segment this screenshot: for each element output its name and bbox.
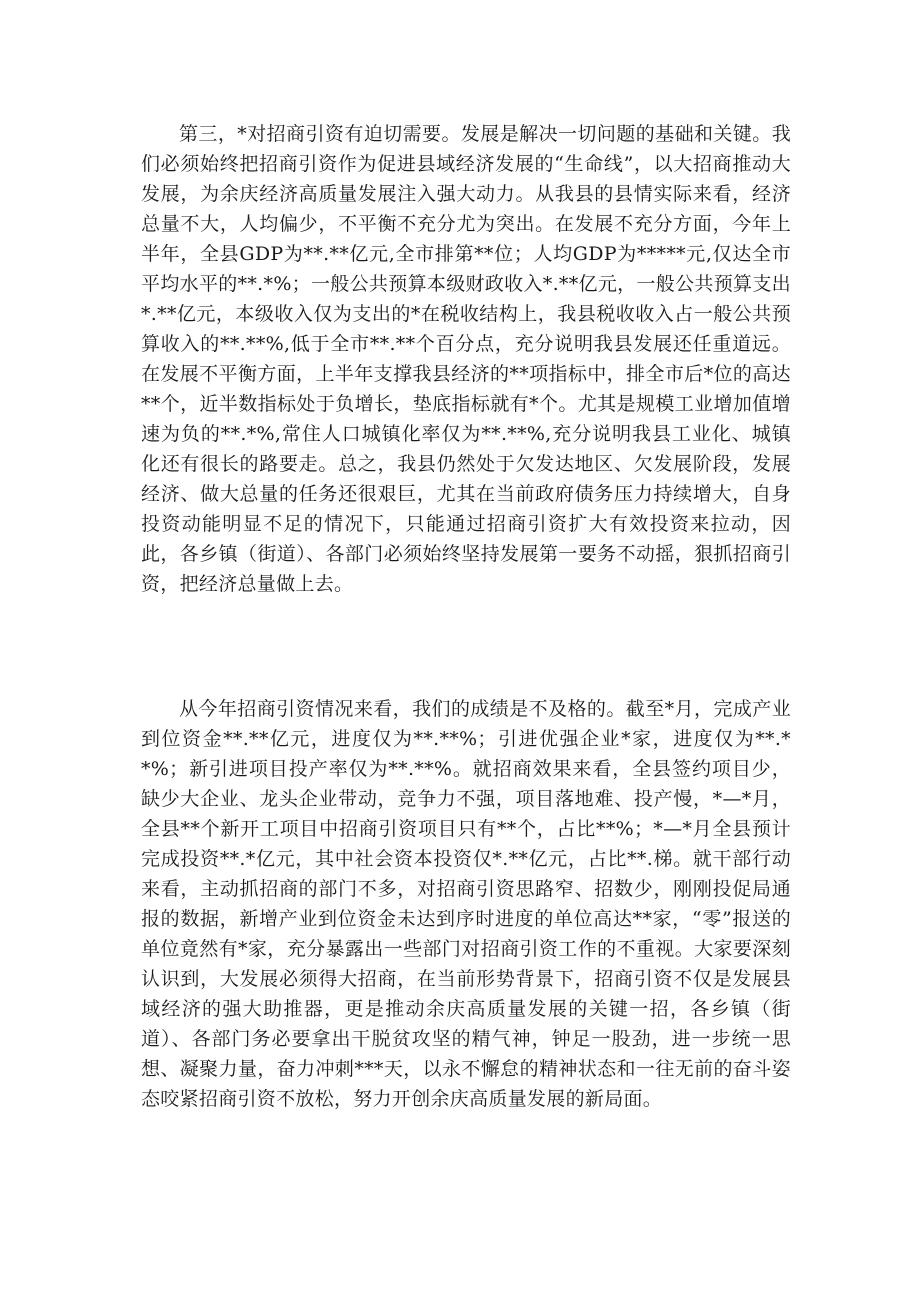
paragraph-investment-urgency: 第三，*对招商引资有迫切需要。发展是解决一切问题的基础和关键。我们必须始终把招商引资作为促进县域经济发展的“生命线”，以大招商推动大发展，为余庆经济高质量发展注入强大动力。从我县的县情实际来看，经济总量不大，人均偏少，不平衡不充分尤为突出。在发展不充分方面，今年上半年，全县GDP为**.**亿元,全市排第**位；人均GDP为*****元,仅达全市平均水平的**.*%；一般公共预算本级财政收入*.**亿元，一般公共预算支出*.**亿元，本级收入仅为支出的*在税收结构上，我县税收收入占一般公共预算收入的**.**%,低于全市**.**个百分点，充分说明我县发展还任重道远。在发展不平衡方面，上半年支撑我县经济的**项指标中，排全市后*位的高达**个，近半数指标处于负增长，垫底指标就有*个。尤其是规模工业增加值增速为负的**.*%,常住人口城镇化率仅为**.**%,充分说明我县工业化、城镇化还有很长的路要走。总之，我县仍然处于欠发达地区、欠发展阶段，发展经济、做大总量的任务还很艰巨，尤其在当前政府债务压力持续增大，自身投资动能明显不足的情况下，只能通过招商引资扩大有效投资来拉动，因此，各乡镇（街道）、各部门必须始终坚持发展第一要务不动摇，狠抓招商引资，把经济总量做上去。 — [141, 123, 791, 595]
paragraph-investment-performance: 从今年招商引资情况来看，我们的成绩是不及格的。截至*月，完成产业到位资金**.**亿元，进度仅为**.**%；引进优强企业*家，进度仅为**.**%；新引进项目投产率仅为**.**%。就招商效果来看，全县签约项目少，缺少大企业、龙头企业带动，竞争力不强，项目落地难、投产慢，*—*月，全县**个新开工项目中招商引资项目只有**个，占比**%；*—*月全县预计完成投资**.*亿元，其中社会资本投资仅*.**亿元，占比**.梯。就干部行动来看，主动抓招商的部门不多，对招商引资思路窄、招数少，刚刚投促局通报的数据，新增产业到位资金未达到序时进度的单位高达**家，“零”报送的单位竟然有*家，充分暴露出一些部门对招商引资工作的不重视。大家要深刻认识到，大发展必须得大招商，在当前形势背景下，招商引资不仅是发展县域经济的强大助推器，更是推动余庆高质量发展的关键一招，各乡镇（街道）、各部门务必要拿出干脱贫攻坚的精气神，钟足一股劲，进一步统一思想、凝聚力量，奋力冲刺***天，以永不懈怠的精神状态和一往无前的奋斗姿态咬紧招商引资不放松，努力开创余庆高质量发展的新局面。 — [141, 698, 791, 1110]
